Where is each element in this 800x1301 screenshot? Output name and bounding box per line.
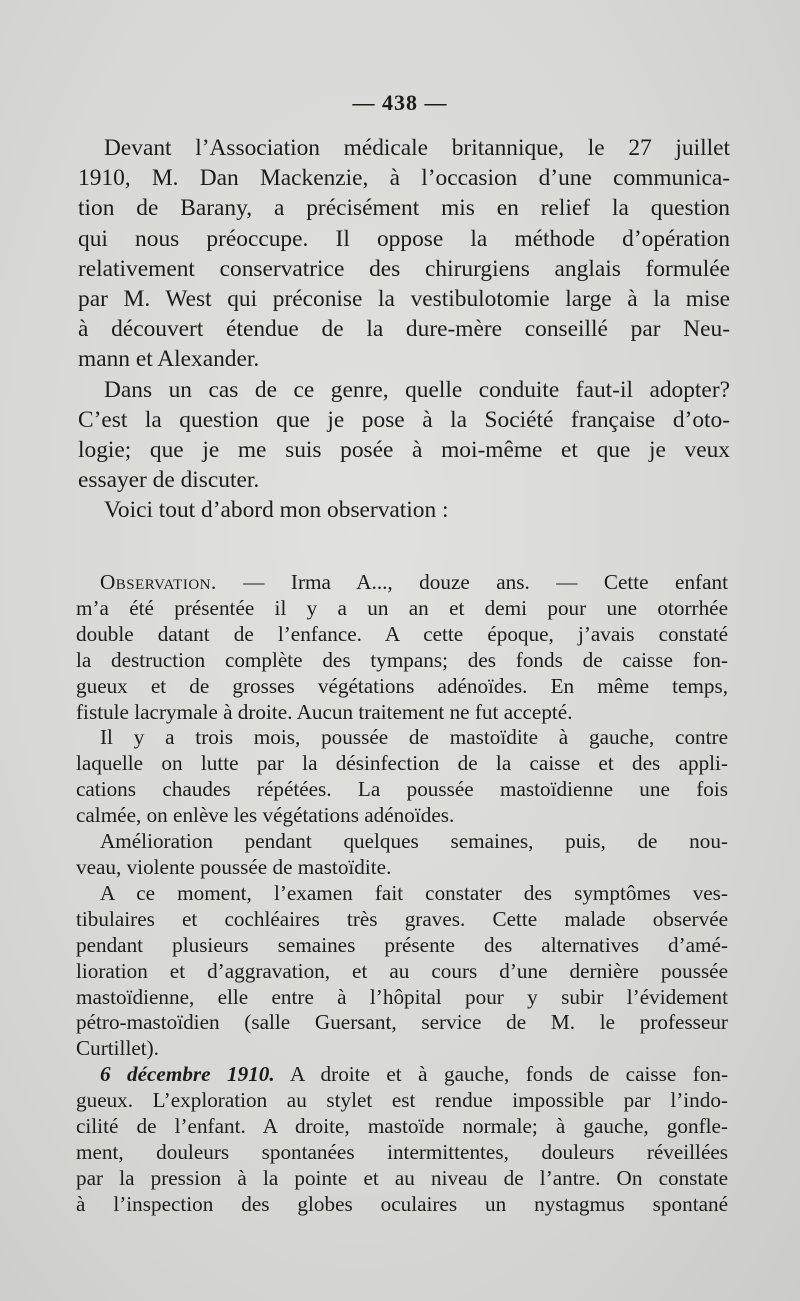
observation-heading: Observation. [100, 570, 217, 594]
observation-first-line [76, 570, 728, 596]
text-line: par M. West qui préconise la vestibulotomie large à la mise [78, 286, 730, 313]
text-line: mastoïdienne, elle entre à l’hôpital pour y subir l’évidement [76, 984, 728, 1009]
text-line: A ce moment, l’examen fait constater des symptômes ves- [100, 880, 728, 905]
date-line-rest: A droite et à gauche, fonds de caisse fon- [289, 1062, 728, 1087]
text-line: double datant de l’enfance. A cette époque, j’avais constaté [76, 621, 728, 646]
text-line: cilité de l’enfant. A droite, mastoïde normale; à gauche, gonfle- [76, 1114, 728, 1139]
text-line: logie; que je me suis posée à moi-même et que je veux [78, 437, 730, 464]
observation-text [76, 570, 728, 1218]
text-line: pétro-mastoïdien (salle Guersant, service de M. le professeur [76, 1010, 728, 1035]
text-line: calmée, on enlève les végétations adénoïdes. [76, 803, 455, 828]
intro-text [78, 133, 730, 526]
text-line: 1910, M. Dan Mackenzie, à l’occasion d’une communica- [78, 165, 730, 192]
text-line: Curtillet). [76, 1036, 159, 1061]
text-line: mann et Alexander. [78, 346, 260, 373]
text-line: Voici tout d’abord mon observation : [104, 497, 449, 524]
text-line: Amélioration pendant quelques semaines, puis, de nou- [100, 829, 728, 854]
text-line: tion de Barany, a précisément mis en relief la question [78, 195, 730, 222]
text-line: à l’inspection des globes oculaires un nystagmus spontané [76, 1191, 728, 1216]
text-line: qui nous préoccupe. Il oppose la méthode d’opération [78, 225, 730, 252]
text-line: veau, violente poussée de mastoïdite. [76, 854, 392, 879]
text-line: essayer de discuter. [78, 467, 260, 494]
text-line: pendant plusieurs semaines présente des alternatives d’amé- [76, 932, 728, 957]
text-line: lioration et d’aggravation, et au cours d’une dernière poussée [76, 958, 728, 983]
text-line: Devant l’Association médicale britannique, le 27 juillet [104, 135, 730, 161]
text-line: à découvert étendue de la dure-mère conseillé par Neu- [78, 316, 730, 343]
text-line: par la pression à la pointe et au niveau de l’antre. On constate [76, 1165, 728, 1190]
text-line: la destruction complète des tympans; des fonds de caisse fon- [76, 647, 728, 672]
text-line: laquelle on lutte par la désinfection de la caisse et des appli- [76, 751, 728, 776]
text-line: cations chaudes répétées. La poussée mastoïdienne une fois [76, 777, 728, 802]
observation-first-line-rest: — Irma A..., douze ans. — Cette enfant [243, 570, 728, 594]
date-label: 6 décembre 1910. [100, 1062, 275, 1087]
text-line: C’est la question que je pose à la Société française d’oto- [78, 406, 730, 433]
text-line: Il y a trois mois, poussée de mastoïdite à gauche, contre [100, 725, 728, 750]
text-line: m’a été présentée il y a un an et demi pour une otorrhée [76, 595, 728, 620]
text-line: gueux. L’exploration au stylet est rendue impossible par l’indo- [76, 1088, 728, 1113]
text-line: gueux et de grosses végétations adénoïdes. En même temps, [76, 673, 728, 698]
text-line: tibulaires et cochléaires très graves. Cette malade observée [76, 906, 728, 931]
text-line: fistule lacrymale à droite. Aucun traitement ne fut accepté. [76, 699, 573, 724]
date-line [76, 1062, 728, 1088]
page-number: — 438 — [352, 90, 448, 115]
text-line: Dans un cas de ce genre, quelle conduite faut-il adopter? [104, 376, 730, 403]
text-line: relativement conservatrice des chirurgiens anglais formulée [78, 255, 730, 282]
text-line: ment, douleurs spontanées intermittentes, douleurs réveillées [76, 1139, 728, 1164]
